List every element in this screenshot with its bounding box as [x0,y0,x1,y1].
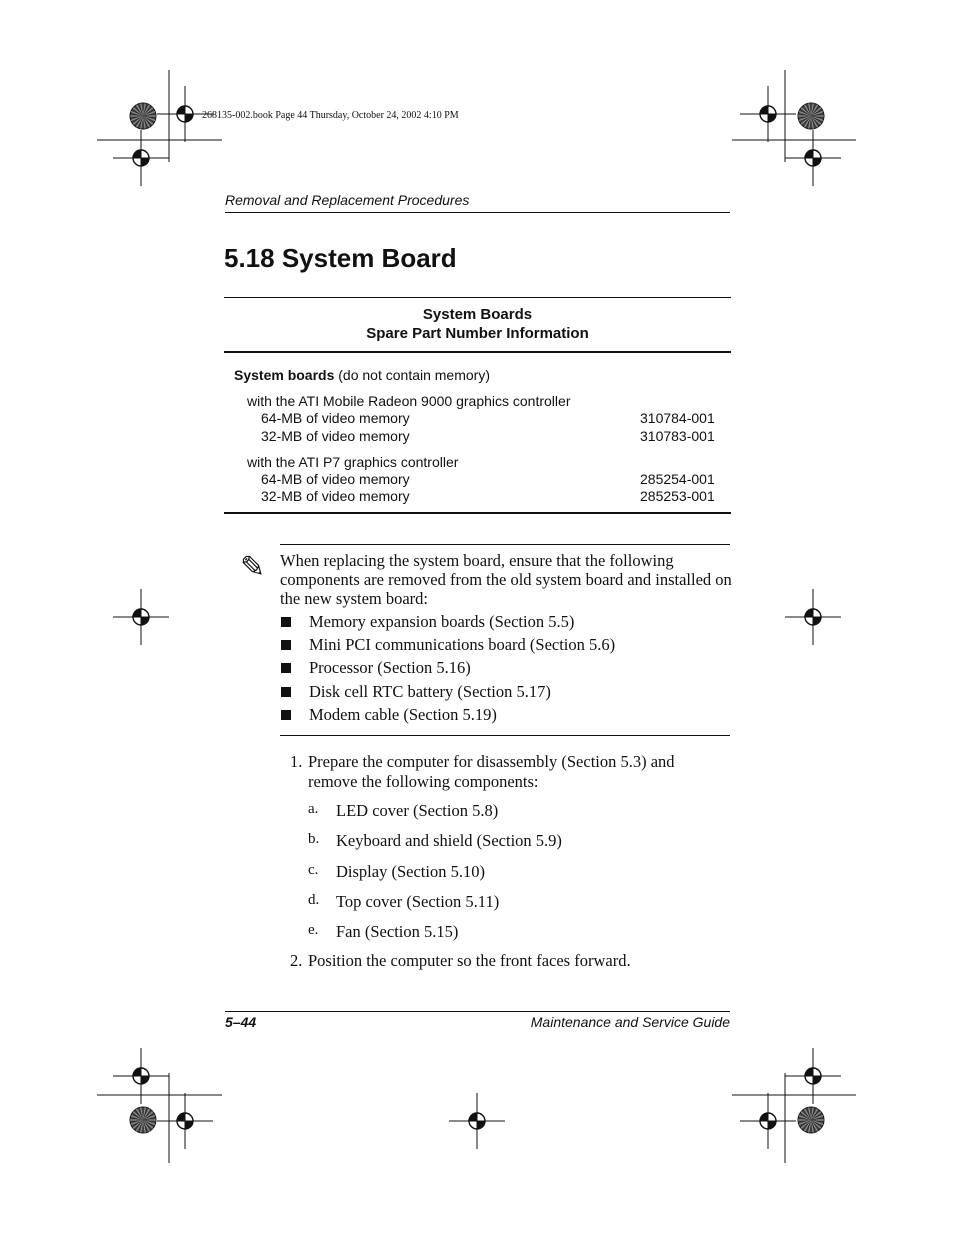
bullet-square-icon [281,640,291,650]
registration-target-icon [785,1048,841,1104]
category-label: System boards [234,367,335,383]
registration-target-icon [113,130,169,186]
substep-letter: b. [308,831,320,847]
group-label: with the ATI Mobile Radeon 9000 graphics controller [247,393,571,409]
bullet-text: Disk cell RTC battery (Section 5.17) [309,682,551,701]
substep-text: Top cover (Section 5.11) [336,892,500,911]
substep-letter: d. [308,892,320,908]
registration-target-icon [740,1093,796,1149]
table-subtitle: Spare Part Number Information [366,325,589,342]
section-title: 5.18 System Board [224,243,457,273]
note-top-rule [280,544,730,545]
registration-target-icon [740,86,796,142]
registration-target-icon [157,1093,213,1149]
bullet-text: Mini PCI communications board (Section 5.6) [309,635,616,654]
table-bottom-rule [224,512,731,514]
table-title: System Boards [422,306,533,323]
substep-text: Fan (Section 5.15) [336,922,459,941]
step-text: Prepare the computer for disassembly (Section 5.3) and remove the following components: [308,752,675,791]
running-head: Removal and Replacement Procedures [225,192,470,208]
row-description: 32-MB of video memory [261,488,410,504]
bullet-text: Processor (Section 5.16) [309,658,471,677]
step-number: 2. [290,951,303,970]
registration-target-icon [785,130,841,186]
registration-target-icon [449,1093,505,1149]
table-top-rule [224,297,731,298]
note-bottom-rule [280,735,730,736]
bullet-square-icon [281,663,291,673]
footer-rule [225,1011,730,1012]
registration-target-icon [113,1048,169,1104]
substep-letter: c. [308,862,319,878]
header-rule [225,212,730,213]
substep-letter: e. [308,922,319,938]
part-number: 310784-001 [640,410,715,426]
pencil-icon: ✎ [240,551,266,584]
substep-text: LED cover (Section 5.8) [336,801,499,820]
note-text: When replacing the system board, ensure that the following components are removed from the old system board and installed on the new system board: [280,551,732,608]
bullet-square-icon [281,687,291,697]
registration-target-icon [113,589,169,645]
category-note: (do not contain memory) [334,367,490,383]
part-number: 285253-001 [640,488,715,504]
table-header-rule [224,351,731,353]
step-number: 1. [290,752,303,771]
bullet-square-icon [281,617,291,627]
sunburst-mark-icon [130,1107,156,1133]
part-number: 310783-001 [640,428,715,444]
sunburst-mark-icon [798,103,824,129]
row-description: 64-MB of video memory [261,471,410,487]
group-label: with the ATI P7 graphics controller [247,454,459,470]
bullet-square-icon [281,710,291,720]
substep-text: Keyboard and shield (Section 5.9) [336,831,562,850]
step-text: Position the computer so the front faces forward. [308,951,631,970]
substep-text: Display (Section 5.10) [336,862,485,881]
guide-title: Maintenance and Service Guide [530,1014,730,1030]
row-description: 32-MB of video memory [261,428,410,444]
substep-letter: a. [308,801,319,817]
sunburst-mark-icon [130,103,156,129]
book-info: 268135-002.book Page 44 Thursday, October 24, 2002 4:10 PM [202,110,459,121]
bullet-text: Modem cable (Section 5.19) [309,705,497,724]
row-description: 64-MB of video memory [261,410,410,426]
page-number: 5–44 [225,1014,257,1030]
part-number: 285254-001 [640,471,715,487]
sunburst-mark-icon [798,1107,824,1133]
registration-target-icon [785,589,841,645]
table-category [234,367,490,383]
bullet-text: Memory expansion boards (Section 5.5) [309,612,575,631]
